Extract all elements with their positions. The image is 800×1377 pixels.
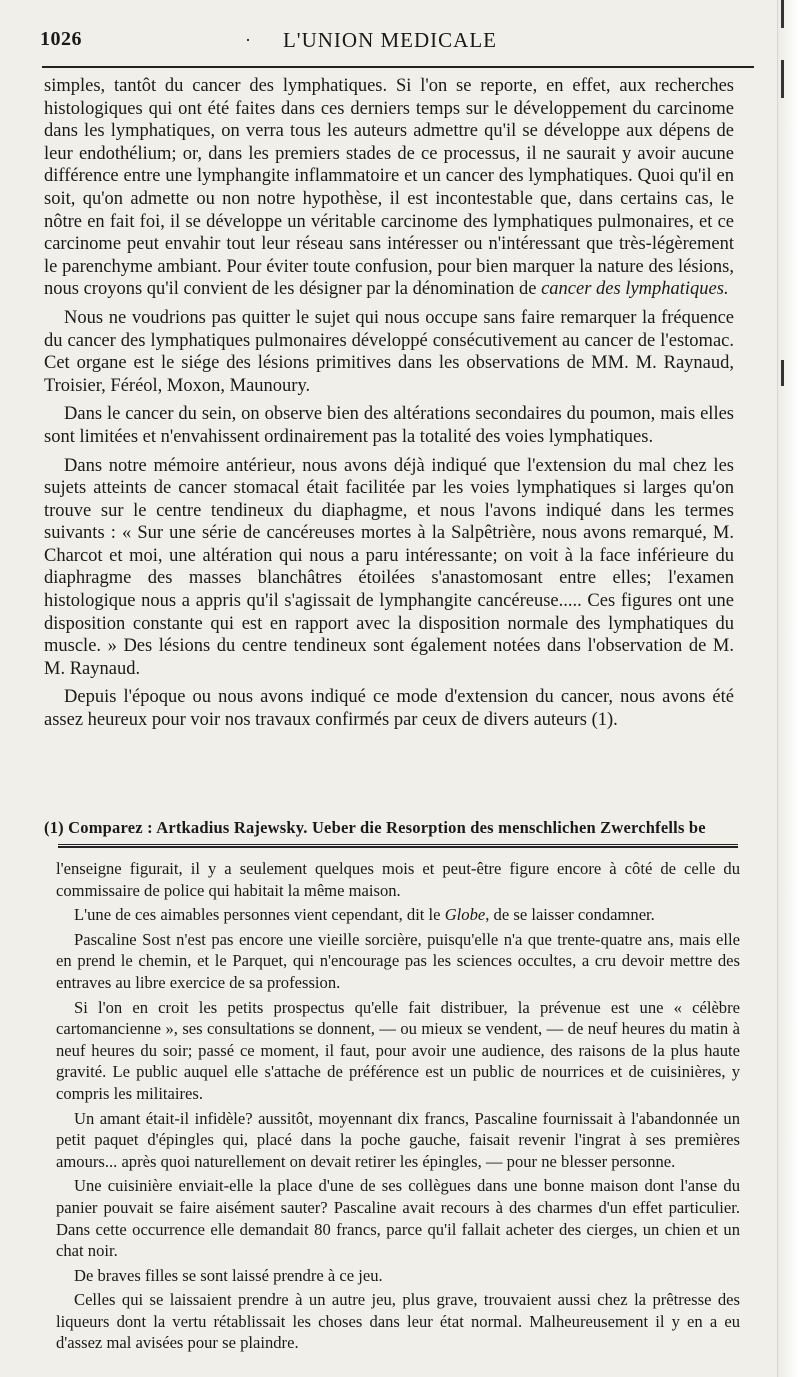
feuilleton-section: [56, 858, 740, 1357]
paragraph-text: , de se laisser condamner.: [485, 905, 655, 925]
feuilleton-paragraph: l'enseigne figurait, il y a seulement quelques mois et peut-être figure encore à côté de celle du commissaire de police qui habitait la même maison.: [56, 859, 740, 900]
edge-mark: [781, 60, 784, 98]
feuilleton-paragraph: Si l'on en croit les petits prospectus qu'elle fait distribuer, la prévenue est une « célèbre cartomancienne », ses consultations se donnent, — ou mieux se vendent, — de neuf heures du matin à neuf heures du soir; passé ce moment, il faut, pour avoir une audience, des raisons de la plus haute gravité. Le public auquel elle s'attache de préférence est un public de nourrices et de cuisinières, y compris les militaires.: [56, 997, 740, 1103]
page-edge: [777, 0, 800, 1377]
feuilleton-paragraph: Pascaline Sost n'est pas encore une vieille sorcière, puisqu'elle n'a que trente-quatre ans, mais elle en prend le chemin, et le Parquet, qui n'encourage pas les sciences occultes, a cru devoir mettre des entraves au libre exercice de sa profession.: [56, 929, 740, 992]
italic-term: cancer des lymphatiques.: [541, 279, 729, 300]
edge-mark: [781, 0, 784, 28]
article-paragraph: Dans le cancer du sein, on observe bien des altérations secondaires du poumon, mais elles sont limitées et n'envahissent ordinairement pas la totalité des voies lymphatiques.: [44, 404, 734, 447]
feuilleton-paragraph: Une cuisinière enviait-elle la place d'une de ses collègues dans une bonne maison dont l'anse du panier pouvait se faire aisément sauter? Pascaline avait recours à des charmes d'un effet particulier. Dans cette occurrence elle demandait 80 francs, parce qu'il fallait acheter des cierges, un chien et un chat noir.: [56, 1176, 740, 1261]
header-rule: [42, 66, 754, 68]
paragraph-text: L'une de ces aimables personnes vient cependant, dit le: [74, 905, 445, 925]
article-paragraph: Nous ne voudrions pas quitter le sujet qui nous occupe sans faire remarquer la fréquence du cancer des lymphatiques pulmonaires développé consécutivement au cancer de l'estomac. Cet organe est le siége des lésions primitives dans les observations de MM. M. Raynaud, Troisier, Féréol, Moxon, Maunoury.: [44, 307, 734, 396]
article-body: [44, 75, 734, 738]
italic-title: Globe: [444, 905, 486, 925]
feuilleton-paragraph: De braves filles se sont laissé prendre à ce jeu.: [74, 1265, 383, 1285]
header-separator: ·: [245, 30, 251, 50]
page-number: 1026: [40, 28, 82, 50]
footnote: (1) Comparez : Artkadius Rajewsky. Ueber die Resorption des menschlichen Zwerchfells be: [44, 818, 706, 837]
feuilleton-paragraph: Celles qui se laissaient prendre à un autre jeu, plus grave, trouvaient aussi chez la prêtresse des liqueurs dont la vertu rétablissait les choses dans leur état normal. Malheureusement il y en a eu d'assez mal avisées pour se plaindre.: [56, 1290, 740, 1353]
article-paragraph: Dans notre mémoire antérieur, nous avons déjà indiqué que l'extension du mal chez les sujets atteints de cancer stomacal était facilitée par les voies lymphatiques si larges qu'on trouve sur le centre tendineux du diaphagme, et nous l'avons indiqué dans les termes suivants : « Sur une série de cancéreuses mortes à la Salpêtrière, nous avons remarqué, M. Charcot et moi, une altération qui nous a paru intéressante; on voit à la face inférieure du diaphragme des masses blanchâtres étoilées s'anastomosant entre elles; l'examen histologique nous a appris qu'il s'agissait de lymphangite cancéreuse..... Ces figures ont une disposition constante qui est en rapport avec la disposition normale des lymphatiques du muscle. » Des lésions du centre tendineux sont également notées dans l'observation de M. M. Raynaud.: [44, 455, 734, 679]
edge-mark: [781, 360, 784, 386]
article-paragraph: [44, 75, 734, 301]
article-paragraph: Depuis l'époque ou nous avons indiqué ce mode d'extension du cancer, nous avons été assez heureux pour voir nos travaux confirmés par ceux de divers auteurs (1).: [44, 687, 734, 731]
journal-title: L'UNION MEDICALE: [282, 28, 497, 52]
feuilleton-rule: [58, 844, 738, 848]
paragraph-text: simples, tantôt du cancer des lymphatiques. Si l'on se reporte, en effet, aux recherches histologiques qui ont été faites dans ces derniers temps sur le développement du carcinome dans les lymphatiques, on verra tous les auteurs admettre qu'il se développe aux dépens de leur endothélium; or, dans les premiers stades de ce processus, il ne saurait y avoir aucune différence entre une lymphangite inflammatoire et un cancer des lymphatiques. Quoi qu'il en soit, qu'on admette ou non notre hypothèse, il est incontestable que, dans certains cas, le nôtre en fait foi, il se développe un véritable carcinome des lymphatiques pulmonaires, et ce carcinome peut envahir tout leur réseau sans intéresser ou n'intéressant que très-légèrement le parenchyme ambiant. Pour éviter toute confusion, pour bien marquer la nature des lésions, nous croyons qu'il convient de les désigner par la dénomination de: [44, 76, 734, 300]
running-header: [40, 24, 740, 60]
feuilleton-paragraph: [56, 904, 740, 926]
feuilleton-paragraph: Un amant était-il infidèle? aussitôt, moyennant dix francs, Pascaline fournissait à l'abandonnée un petit paquet d'épingles qui, placé dans la poche gauche, faisait revenir l'ingrat à ses premières amours... après quoi naturellement on devait retirer les épingles, — pour ne blesser personne.: [56, 1108, 740, 1171]
